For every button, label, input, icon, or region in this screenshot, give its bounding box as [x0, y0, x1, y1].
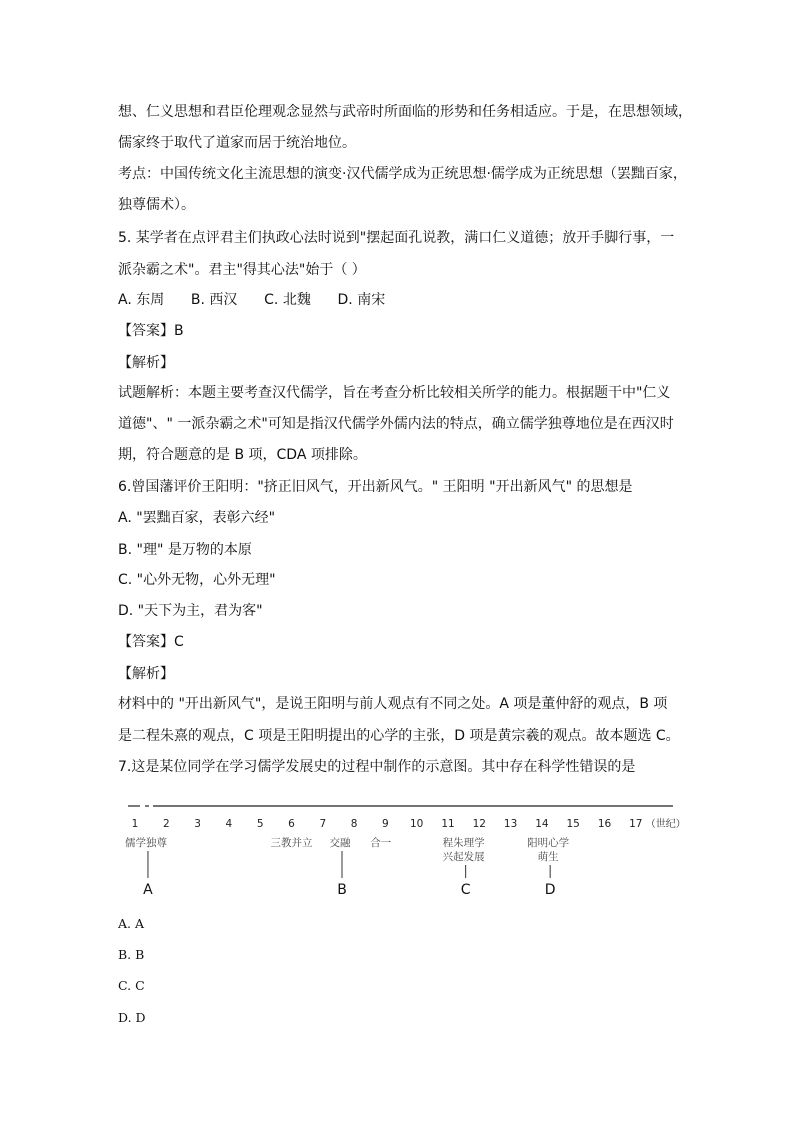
- tick-label: 2: [162, 818, 170, 830]
- q5-stem: 5. 某学者在点评君主们执政心法时说到"摆起面孔说教，满口仁义道德；放开手脚行事，一: [118, 230, 675, 246]
- tick-label: 7: [319, 818, 327, 830]
- tick-label: 1: [131, 818, 139, 830]
- q6-option-d: D. "天下为主，君为客": [118, 603, 263, 619]
- event-label: 程朱理学: [442, 837, 485, 849]
- tick-label: 5: [256, 818, 264, 830]
- q5-analysis: 试题解析：本题主要考查汉代儒学，旨在考查分析比较相关所学的能力。根据题干中"仁义: [118, 385, 671, 401]
- q7-option-a: A. A: [118, 916, 145, 931]
- tick-label: 13: [503, 818, 518, 830]
- q6-option-a: A. "罢黜百家，表彰六经": [118, 510, 276, 526]
- q5-analysis: 期，符合题意的是 B 项，CDA 项排除。: [118, 447, 367, 463]
- paragraph-line: 考点：中国传统文化主流思想的演变·汉代儒学成为正统思想·儒学成为正统思想（罢黜百家，: [118, 166, 687, 182]
- q6-option-c: C. "心外无物，心外无理": [118, 572, 276, 588]
- event-marker: C: [460, 882, 471, 898]
- axis-unit-label: （世纪）: [645, 819, 686, 830]
- tick-label: 11: [441, 818, 455, 830]
- q7-option-b: B. B: [118, 947, 145, 962]
- q6-analysis: 材料中的 "开出新风气"，是说王阳明与前人观点有不同之处。A 项是董仲舒的观点，B 项: [118, 696, 668, 712]
- confucianism-timeline-diagram: [118, 800, 688, 900]
- q6-answer: 【答案】C: [118, 634, 184, 650]
- tick-label: 10: [410, 818, 424, 830]
- paragraph-line: 想、仁义思想和君臣伦理观念显然与武帝时所面临的形势和任务相适应。于是，在思想领域，: [118, 104, 692, 120]
- event-marker: A: [143, 882, 153, 898]
- event-label: 阳明心学: [527, 837, 570, 849]
- tick-label: 12: [472, 818, 486, 830]
- q7-option-c: C. C: [118, 978, 145, 993]
- tick-label: 9: [382, 818, 389, 830]
- q6-analysis: 是二程朱熹的观点，C 项是王阳明提出的心学的主张，D 项是黄宗羲的观点。故本题选 C。: [118, 728, 680, 744]
- tick-label: 4: [225, 818, 233, 830]
- tick-label: 3: [194, 818, 201, 830]
- q7-stem: 7.这是某位同学在学习儒学发展史的过程中制作的示意图。其中存在科学性错误的是: [118, 759, 636, 775]
- q5-answer: 【答案】B: [118, 323, 184, 339]
- tick-label: 6: [288, 818, 295, 830]
- q7-option-d: D. D: [118, 1010, 146, 1025]
- q6-analysis-title: 【解析】: [118, 666, 174, 682]
- event-label: 合一: [370, 837, 392, 849]
- q5-options: A. 东周 B. 西汉 C. 北魏 D. 南宋: [118, 292, 386, 308]
- event-marker: B: [337, 882, 347, 898]
- q6-stem: 6.曾国藩评价王阳明："挤正旧风气，开出新风气。" 王阳明 "开出新风气" 的思想是: [118, 479, 633, 495]
- event-label: 儒学独尊: [124, 837, 167, 849]
- tick-label: 8: [350, 818, 358, 830]
- event-label: 交融: [329, 837, 351, 849]
- event-label-line2: 萌生: [537, 851, 559, 863]
- timeline-ticks: [132, 817, 686, 830]
- timeline-events: [125, 836, 570, 898]
- q5-analysis-title: 【解析】: [118, 355, 174, 371]
- q5-analysis: 道德"、" 一派杂霸之术"可知是指汉代儒学外儒内法的特点，确立儒学独尊地位是在西汉时: [118, 416, 674, 432]
- paragraph-line: 儒家终于取代了道家而居于统治地位。: [118, 135, 356, 151]
- tick-label: 14: [535, 818, 549, 830]
- event-label-line2: 兴起发展: [442, 851, 485, 863]
- q5-stem: 派杂霸之术"。君主"得其心法"始于（ ）: [118, 262, 366, 278]
- tick-label: 17: [629, 818, 643, 830]
- tick-label: 16: [597, 818, 612, 830]
- event-label: 三教并立: [270, 837, 313, 849]
- q6-option-b: B. "理" 是万物的本原: [118, 542, 252, 558]
- tick-label: 15: [566, 818, 580, 830]
- event-marker: D: [544, 882, 556, 898]
- paragraph-line: 独尊儒术）。: [118, 197, 195, 213]
